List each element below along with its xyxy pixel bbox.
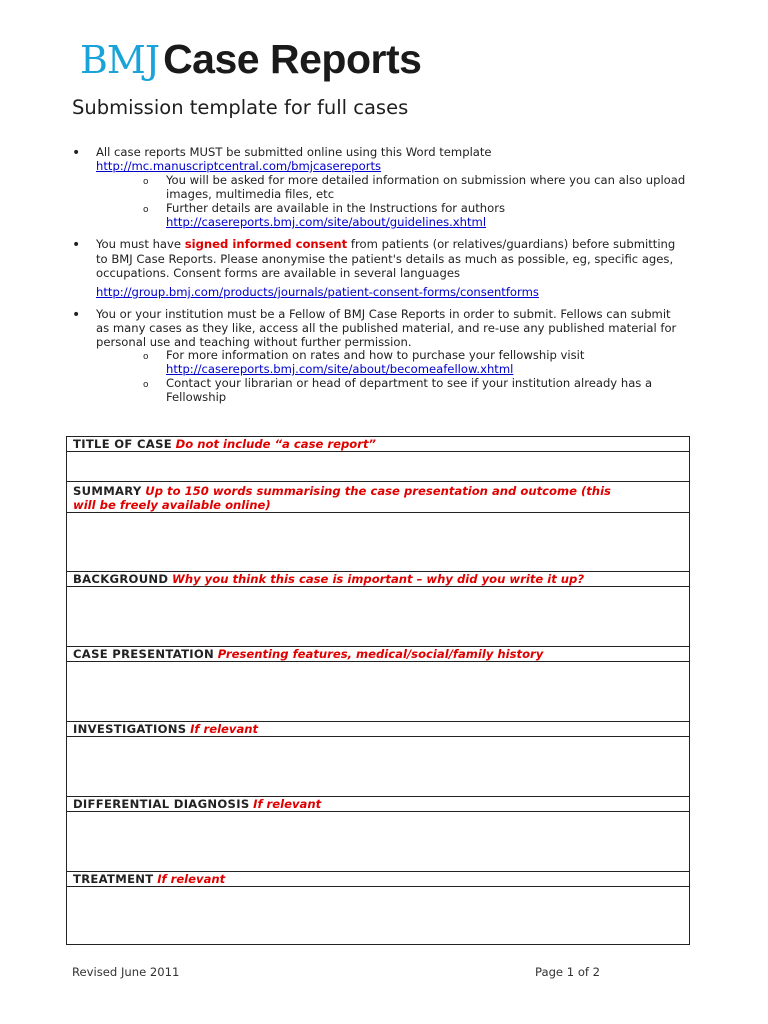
bullet-2-line-2: to BMJ Case Reports. Please anonymise the patient's details as much as possible, eg, specific ages,	[96, 252, 674, 266]
become-fellow-link[interactable]: http://casereports.bmj.com/site/about/becomeafellow.xhtml	[166, 362, 514, 376]
differential-header-cell	[67, 797, 690, 812]
case-form-table	[66, 436, 690, 945]
title-input-row	[67, 452, 690, 482]
bullet-icon: •	[72, 307, 81, 323]
bullet-3-sub-1-link-row	[166, 362, 706, 377]
bullet-icon: •	[72, 145, 81, 161]
sub-bullet-icon: o	[143, 380, 149, 390]
bullet-3-line-2: as many cases as they like, access all the published material, and re-use any published material for	[96, 321, 677, 335]
bullet-icon: •	[72, 237, 81, 253]
treatment-header-row	[67, 872, 690, 887]
bullet-2-pre: You must have	[96, 237, 185, 251]
page-title: Submission template for full cases	[72, 96, 409, 119]
consent-forms-link[interactable]: http://group.bmj.com/products/journals/patient-consent-forms/consentforms	[96, 285, 539, 299]
investigations-input-cell[interactable]	[67, 737, 690, 797]
investigations-hint: If relevant	[190, 722, 259, 736]
investigations-input-row	[67, 737, 690, 797]
logo-case-reports-text: Case Reports	[163, 36, 422, 82]
differential-input-row	[67, 812, 690, 872]
case-presentation-header-cell	[67, 647, 690, 662]
investigations-header-row	[67, 722, 690, 737]
bullet-1-sub-1-line-1: You will be asked for more detailed information on submission where you can also upload	[166, 173, 686, 187]
differential-diagnosis-hint: If relevant	[253, 797, 322, 811]
summary-header-cell	[67, 482, 690, 513]
bullet-2-post: from patients (or relatives/guardians) before submitting	[347, 237, 676, 251]
revised-date: Revised June 2011	[72, 965, 180, 979]
background-hint: Why you think this case is important – why did you write it up?	[172, 572, 585, 586]
background-input-cell[interactable]	[67, 587, 690, 647]
treatment-header-cell	[67, 872, 690, 887]
signed-consent-highlight: signed informed consent	[184, 237, 348, 251]
title-header-row	[67, 437, 690, 452]
treatment-input-cell[interactable]	[67, 887, 690, 945]
treatment-hint: If relevant	[157, 872, 226, 886]
bullet-2-line-3: occupations. Consent forms are available in several languages	[96, 266, 460, 280]
title-of-case-label: TITLE OF CASE	[73, 437, 172, 451]
summary-header-row	[67, 482, 690, 513]
bmj-case-reports-logo	[80, 36, 421, 88]
logo-bmj-text: BMJ	[80, 38, 160, 82]
background-header-row	[67, 572, 690, 587]
differential-input-cell[interactable]	[67, 812, 690, 872]
case-presentation-label: CASE PRESENTATION	[73, 647, 215, 661]
bullet-1-link-row	[96, 159, 696, 174]
summary-hint-line-1: Up to 150 words summarising the case presentation and outcome (this	[145, 484, 611, 498]
treatment-input-row	[67, 887, 690, 945]
investigations-header-cell	[67, 722, 690, 737]
sub-bullet-icon: o	[143, 205, 149, 215]
background-input-row	[67, 587, 690, 647]
sub-bullet-icon: o	[143, 352, 149, 362]
bullet-1-sub-2-link-row	[166, 215, 706, 230]
title-header-cell	[67, 437, 690, 452]
bullet-3-line-3: personal use and teaching without further permission.	[96, 335, 412, 349]
case-presentation-input-cell[interactable]	[67, 662, 690, 722]
differential-diagnosis-label: DIFFERENTIAL DIAGNOSIS	[73, 797, 250, 811]
title-input-cell[interactable]	[67, 452, 690, 482]
summary-input-row	[67, 513, 690, 572]
case-presentation-hint: Presenting features, medical/social/family history	[217, 647, 544, 661]
sub-bullet-icon: o	[143, 177, 149, 187]
case-presentation-header-row	[67, 647, 690, 662]
bullet-3-sub-1-line-1: For more information on rates and how to purchase your fellowship visit	[166, 348, 585, 362]
background-label: BACKGROUND	[73, 572, 169, 586]
summary-label: SUMMARY	[73, 484, 142, 498]
manuscript-central-link[interactable]: http://mc.manuscriptcentral.com/bmjcasereports	[96, 159, 382, 173]
bullet-2-link-row	[96, 285, 696, 300]
title-of-case-hint: Do not include “a case report”	[175, 437, 376, 451]
page-number: Page 1 of 2	[535, 965, 601, 979]
bullet-3-sub-2-line-1: Contact your librarian or head of department to see if your institution already has a	[166, 376, 653, 390]
bullet-1-sub-1-line-2: images, multimedia files, etc	[166, 187, 335, 201]
bullet-1-text: All case reports MUST be submitted online using this Word template	[96, 145, 492, 159]
differential-header-row	[67, 797, 690, 812]
bullet-2-line-1	[96, 237, 696, 252]
investigations-label: INVESTIGATIONS	[73, 722, 187, 736]
treatment-label: TREATMENT	[73, 872, 154, 886]
bullet-3-line-1: You or your institution must be a Fellow of BMJ Case Reports in order to submit. Fellows can submit	[96, 307, 671, 321]
summary-hint-line-2: will be freely available online)	[73, 498, 271, 512]
bullet-1-sub-2-line-1: Further details are available in the Instructions for authors	[166, 201, 506, 215]
summary-input-cell[interactable]	[67, 513, 690, 572]
case-presentation-input-row	[67, 662, 690, 722]
background-header-cell	[67, 572, 690, 587]
bullet-3-sub-2-line-2: Fellowship	[166, 390, 227, 404]
guidelines-link[interactable]: http://casereports.bmj.com/site/about/guidelines.xhtml	[166, 215, 487, 229]
